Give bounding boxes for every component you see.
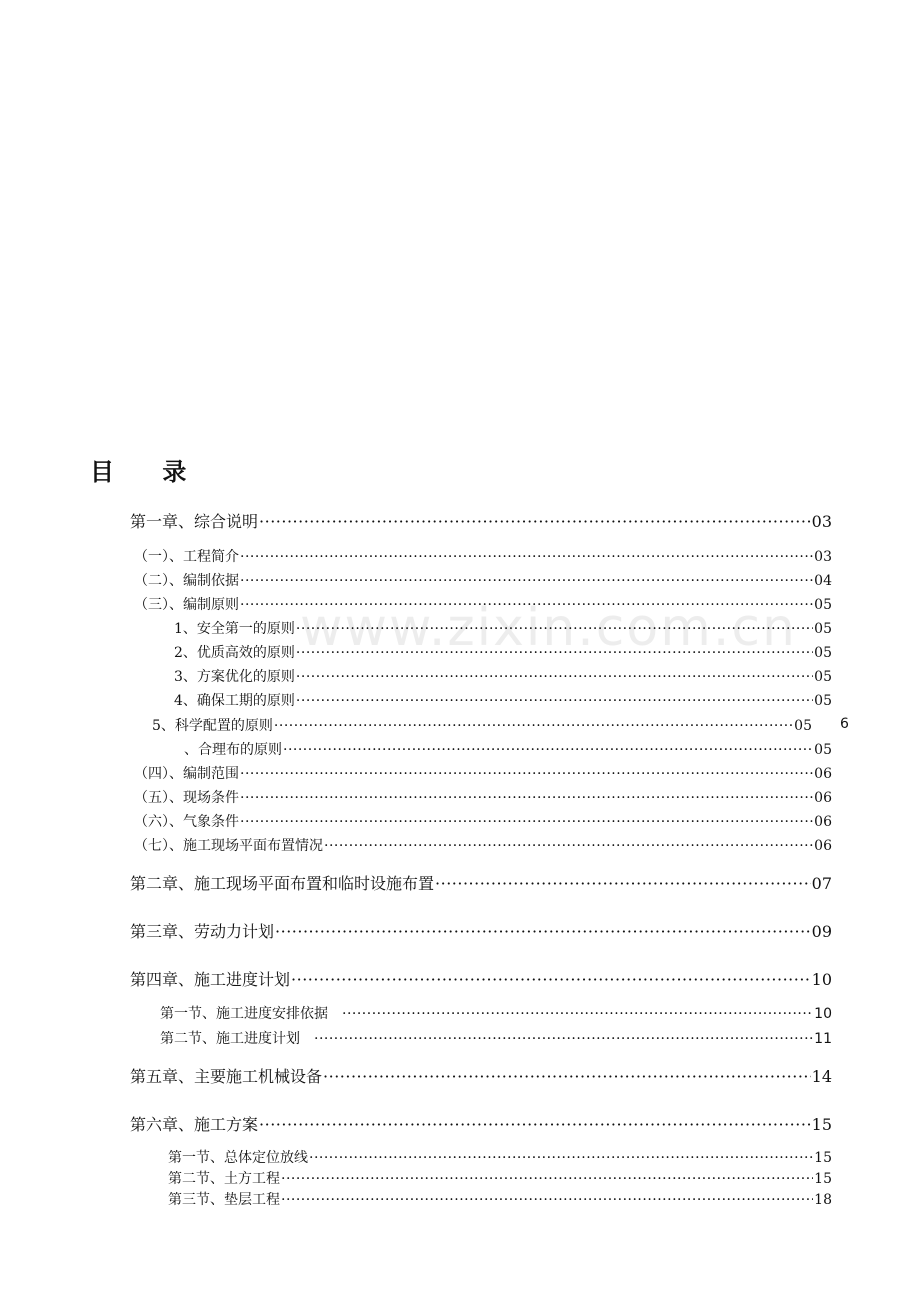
toc-chapter-6[interactable]	[130, 1112, 832, 1135]
toc-section-6-1[interactable]	[168, 1147, 832, 1167]
toc-label: （七）、施工现场平面布置情况	[134, 838, 323, 854]
toc-page-number: 10	[811, 970, 832, 989]
toc-section-1-5[interactable]	[134, 787, 832, 807]
toc-chapter-3[interactable]	[130, 919, 832, 942]
toc-label: 第三节、垫层工程	[168, 1192, 280, 1208]
toc-section-4-2[interactable]	[160, 1028, 832, 1048]
toc-page-number: 18	[814, 1192, 832, 1208]
toc-chapter-5[interactable]	[130, 1064, 832, 1087]
toc-chapter-4[interactable]	[130, 967, 832, 990]
toc-label: （一）、工程简介	[134, 549, 239, 565]
dot-leader	[324, 838, 813, 854]
toc-label: 第一节、总体定位放线	[168, 1150, 308, 1166]
toc-subsection-1-3-6[interactable]	[184, 739, 832, 759]
toc-page-number: 15	[814, 1150, 832, 1166]
toc-label: 第四章、施工进度计划	[130, 970, 291, 989]
toc-section-1-2[interactable]	[134, 570, 832, 590]
stray-page-number: 6	[840, 716, 849, 732]
toc-page-number: 10	[814, 1006, 832, 1022]
toc-label: 3、方案优化的原则	[174, 669, 295, 685]
dot-leader	[291, 970, 811, 989]
dot-leader	[296, 645, 813, 661]
toc-page-number: 06	[814, 838, 832, 854]
toc-page-number: 06	[814, 766, 832, 782]
toc-label: 第二节、土方工程	[168, 1171, 280, 1187]
toc-page-number: 15	[814, 1171, 832, 1187]
toc-label: 、合理布的原则	[184, 742, 282, 758]
toc-label: 第三章、劳动力计划	[130, 922, 275, 941]
toc-page-number: 06	[814, 790, 832, 806]
dot-leader	[240, 549, 813, 565]
toc-label: 第五章、主要施工机械设备	[130, 1067, 323, 1086]
toc-label: 第二章、施工现场平面布置和临时设施布置	[130, 874, 435, 893]
dot-leader	[314, 1031, 813, 1047]
toc-subsection-1-3-1[interactable]	[174, 618, 832, 638]
toc-page-number: 03	[814, 549, 832, 565]
toc-label: 第六章、施工方案	[130, 1115, 259, 1134]
dot-leader	[296, 669, 813, 685]
toc-section-6-3[interactable]	[168, 1189, 832, 1209]
toc-label: （六）、气象条件	[134, 814, 239, 830]
watermark: www.zixin.com.cn	[300, 598, 797, 658]
toc-page-number: 05	[814, 693, 832, 709]
dot-leader	[296, 693, 813, 709]
toc-chapter-2[interactable]	[130, 871, 832, 894]
toc-section-4-1[interactable]	[160, 1003, 832, 1023]
toc-section-6-2[interactable]	[168, 1168, 832, 1188]
dot-leader	[283, 742, 813, 758]
toc-label: （五）、现场条件	[134, 790, 239, 806]
page-title: 目 录	[90, 458, 207, 486]
dot-leader	[309, 1150, 813, 1166]
toc-page-number: 05	[814, 597, 832, 613]
toc-subsection-1-3-5[interactable]	[152, 715, 812, 735]
toc-label: 第一节、施工进度安排依据	[160, 1006, 328, 1022]
dot-leader	[240, 814, 813, 830]
toc-label: （三）、编制原则	[134, 597, 239, 613]
toc-chapter-1[interactable]	[130, 509, 832, 532]
toc-label: （二）、编制依据	[134, 573, 239, 589]
toc-label: 第二节、施工进度计划	[160, 1031, 300, 1047]
toc-label: 2、优质高效的原则	[174, 645, 295, 661]
toc-label: 4、确保工期的原则	[174, 693, 295, 709]
toc-section-1-1[interactable]	[134, 546, 832, 566]
toc-page-number: 04	[814, 573, 832, 589]
toc-subsection-1-3-4[interactable]	[174, 690, 832, 710]
toc-page-number: 15	[811, 1115, 832, 1134]
dot-leader	[240, 573, 813, 589]
toc-section-1-7[interactable]	[134, 835, 832, 855]
dot-leader	[323, 1067, 811, 1086]
toc-page-number: 05	[814, 645, 832, 661]
toc-section-1-4[interactable]	[134, 763, 832, 783]
dot-leader	[281, 1171, 813, 1187]
toc-label: 1、安全第一的原则	[174, 621, 295, 637]
toc-page-number: 06	[814, 814, 832, 830]
dot-leader	[240, 790, 813, 806]
toc-label: （四）、编制范围	[134, 766, 239, 782]
toc-page-number: 05	[814, 669, 832, 685]
toc-subsection-1-3-2[interactable]	[174, 642, 832, 662]
toc-page-number: 14	[811, 1067, 832, 1086]
dot-leader	[240, 597, 813, 613]
dot-leader	[342, 1006, 813, 1022]
toc-page-number: 05	[794, 718, 812, 734]
toc-subsection-1-3-3[interactable]	[174, 666, 832, 686]
dot-leader	[240, 766, 813, 782]
toc-page-number: 07	[811, 874, 832, 893]
toc-page-number: 09	[811, 922, 832, 941]
toc-page-number: 11	[814, 1031, 832, 1047]
dot-leader	[259, 1115, 811, 1134]
toc-page-number: 03	[811, 512, 832, 531]
dot-leader	[296, 621, 813, 637]
toc-page-number: 05	[814, 742, 832, 758]
dot-leader	[274, 718, 793, 734]
dot-leader	[259, 512, 811, 531]
toc-label: 5、科学配置的原则	[152, 718, 273, 734]
toc-section-1-3[interactable]	[134, 594, 832, 614]
dot-leader	[281, 1192, 813, 1208]
toc-label: 第一章、综合说明	[130, 512, 259, 531]
toc-section-1-6[interactable]	[134, 811, 832, 831]
toc-page-number: 05	[814, 621, 832, 637]
dot-leader	[275, 922, 811, 941]
dot-leader	[435, 874, 811, 893]
